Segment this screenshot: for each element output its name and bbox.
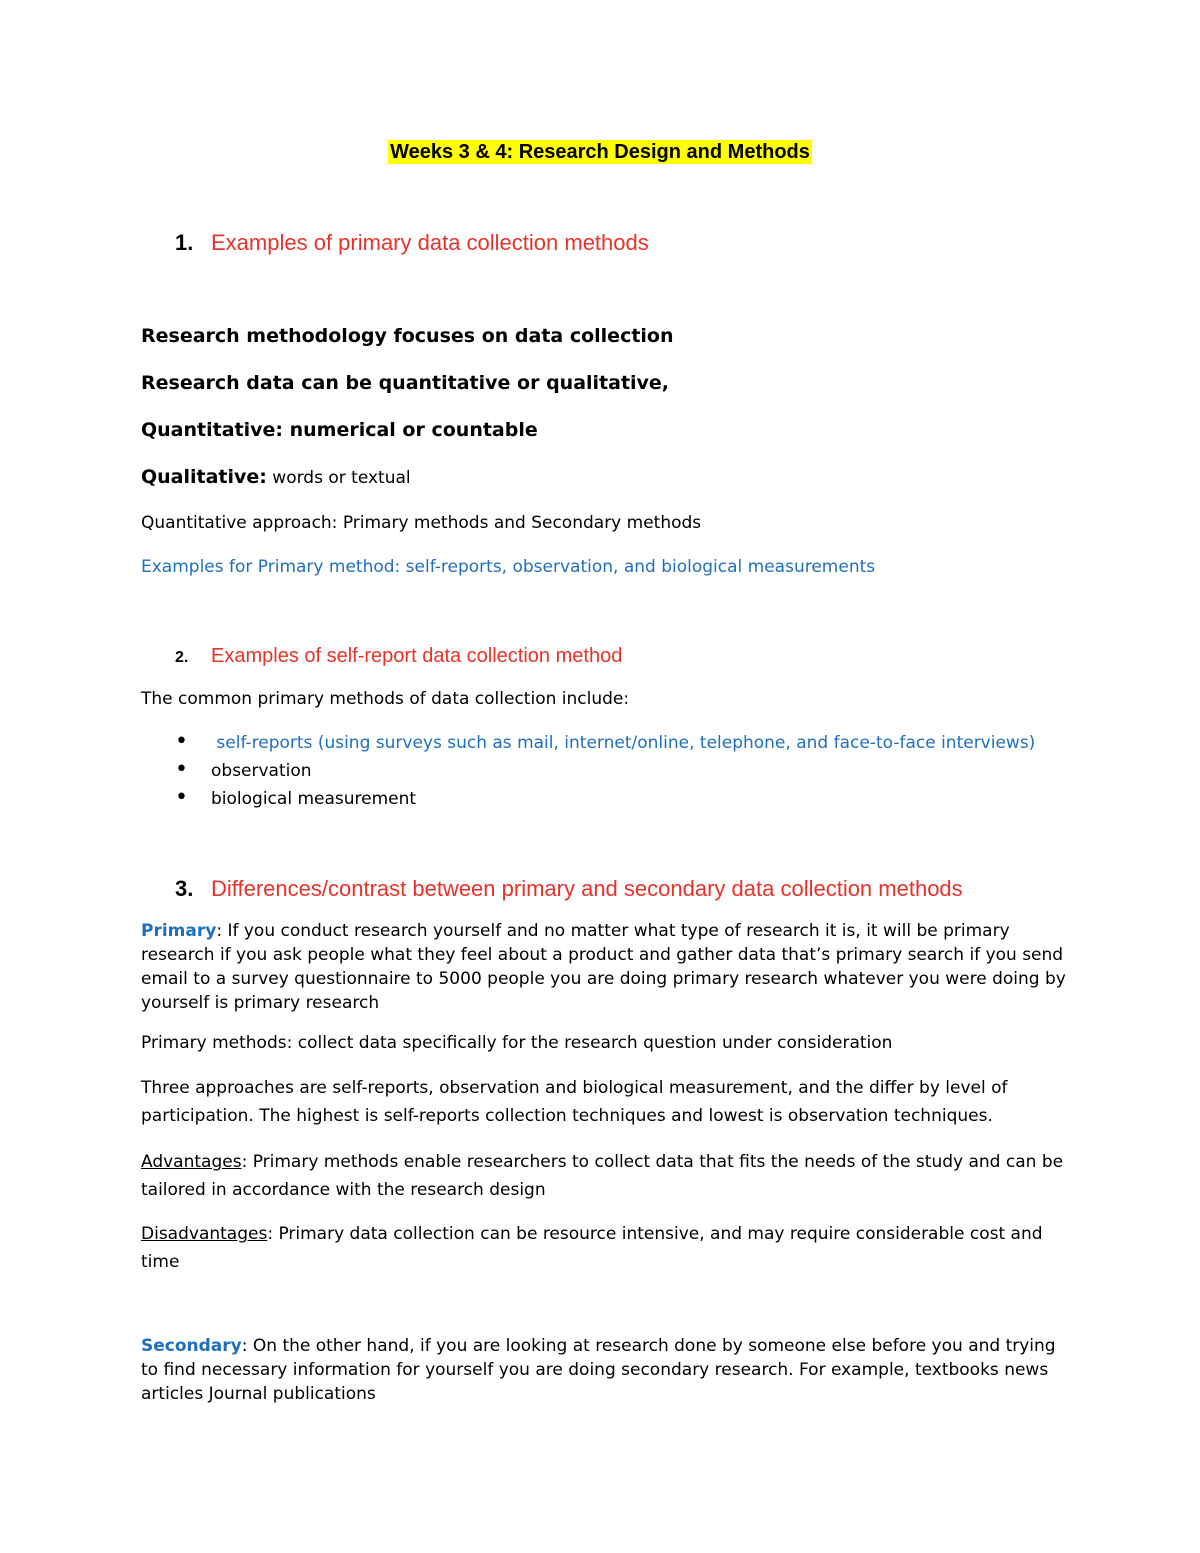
advantages-label: Advantages <box>141 1152 242 1172</box>
list-item-text: self-reports (using surveys such as mail, internet/online, telephone, and face-to-face interviews) <box>211 733 1036 753</box>
list-item <box>175 757 312 782</box>
disadvantages-label: Disadvantages <box>141 1224 268 1244</box>
section-number: 2. <box>175 649 189 666</box>
primary-methods-line: Primary methods: collect data specifically for the research question under consideration <box>141 1033 893 1053</box>
secondary-paragraph <box>141 1334 1071 1406</box>
section-number: 3. <box>175 876 194 901</box>
approach-line: Quantitative approach: Primary methods and Secondary methods <box>141 513 702 533</box>
three-approaches-paragraph: Three approaches are self-reports, observation and biological measurement, and the differ by level of participation. The highest is self-reports collection techniques and lowest is observation techniques. <box>141 1078 1008 1126</box>
title-text: Weeks 3 & 4: Research Design and Methods <box>390 141 810 163</box>
bullet-icon: • <box>175 785 188 810</box>
primary-text: : If you conduct research yourself and no matter what type of research it is, it will be primary research if you ask people what they feel about a product and gather data that’s primary search if you send email to a survey questionnaire to 5000 people you are doing primary research whatever you were doing by yourself is primary research <box>141 921 1066 1013</box>
methodology-line: Research methodology focuses on data collection <box>141 325 674 347</box>
bullet-icon: • <box>175 757 188 782</box>
qualitative-line <box>141 466 411 488</box>
disadvantages-paragraph <box>141 1220 1071 1276</box>
section-3-heading <box>175 876 963 902</box>
section-2-heading <box>175 642 622 668</box>
quantitative-line: Quantitative: numerical or countable <box>141 419 538 441</box>
qualitative-text: words or textual <box>266 468 411 488</box>
disadvantages-text: : Primary data collection can be resource intensive, and may require considerable cost and time <box>141 1224 1043 1272</box>
data-types-line: Research data can be quantitative or qualitative, <box>141 372 670 394</box>
section-heading-text: Differences/contrast between primary and secondary data collection methods <box>211 876 963 901</box>
advantages-text: : Primary methods enable researchers to collect data that fits the needs of the study and can be tailored in accordance with the research design <box>141 1152 1064 1200</box>
secondary-text: : On the other hand, if you are looking at research done by someone else before you and trying to find necessary information for yourself you are doing secondary research. For example, textbooks news articles Journal publications <box>141 1336 1056 1404</box>
methods-intro: The common primary methods of data collection include: <box>141 689 630 709</box>
secondary-label: Secondary <box>141 1336 242 1356</box>
qualitative-label: Qualitative: <box>141 466 267 488</box>
list-item <box>175 729 1036 754</box>
primary-paragraph <box>141 919 1071 1015</box>
list-item <box>175 785 417 810</box>
section-heading-text: Examples of self-report data collection method <box>211 645 623 667</box>
primary-examples-line: Examples for Primary method: self-reports, observation, and biological measurements <box>141 557 876 577</box>
section-1-heading <box>175 230 649 256</box>
list-item-text: observation <box>211 761 312 781</box>
advantages-paragraph <box>141 1148 1071 1204</box>
primary-label: Primary <box>141 921 217 941</box>
document-title <box>0 141 1200 164</box>
section-number: 1. <box>175 230 194 255</box>
section-heading-text: Examples of primary data collection methods <box>211 230 649 255</box>
bullet-icon: • <box>175 729 188 754</box>
list-item-text: biological measurement <box>211 789 417 809</box>
